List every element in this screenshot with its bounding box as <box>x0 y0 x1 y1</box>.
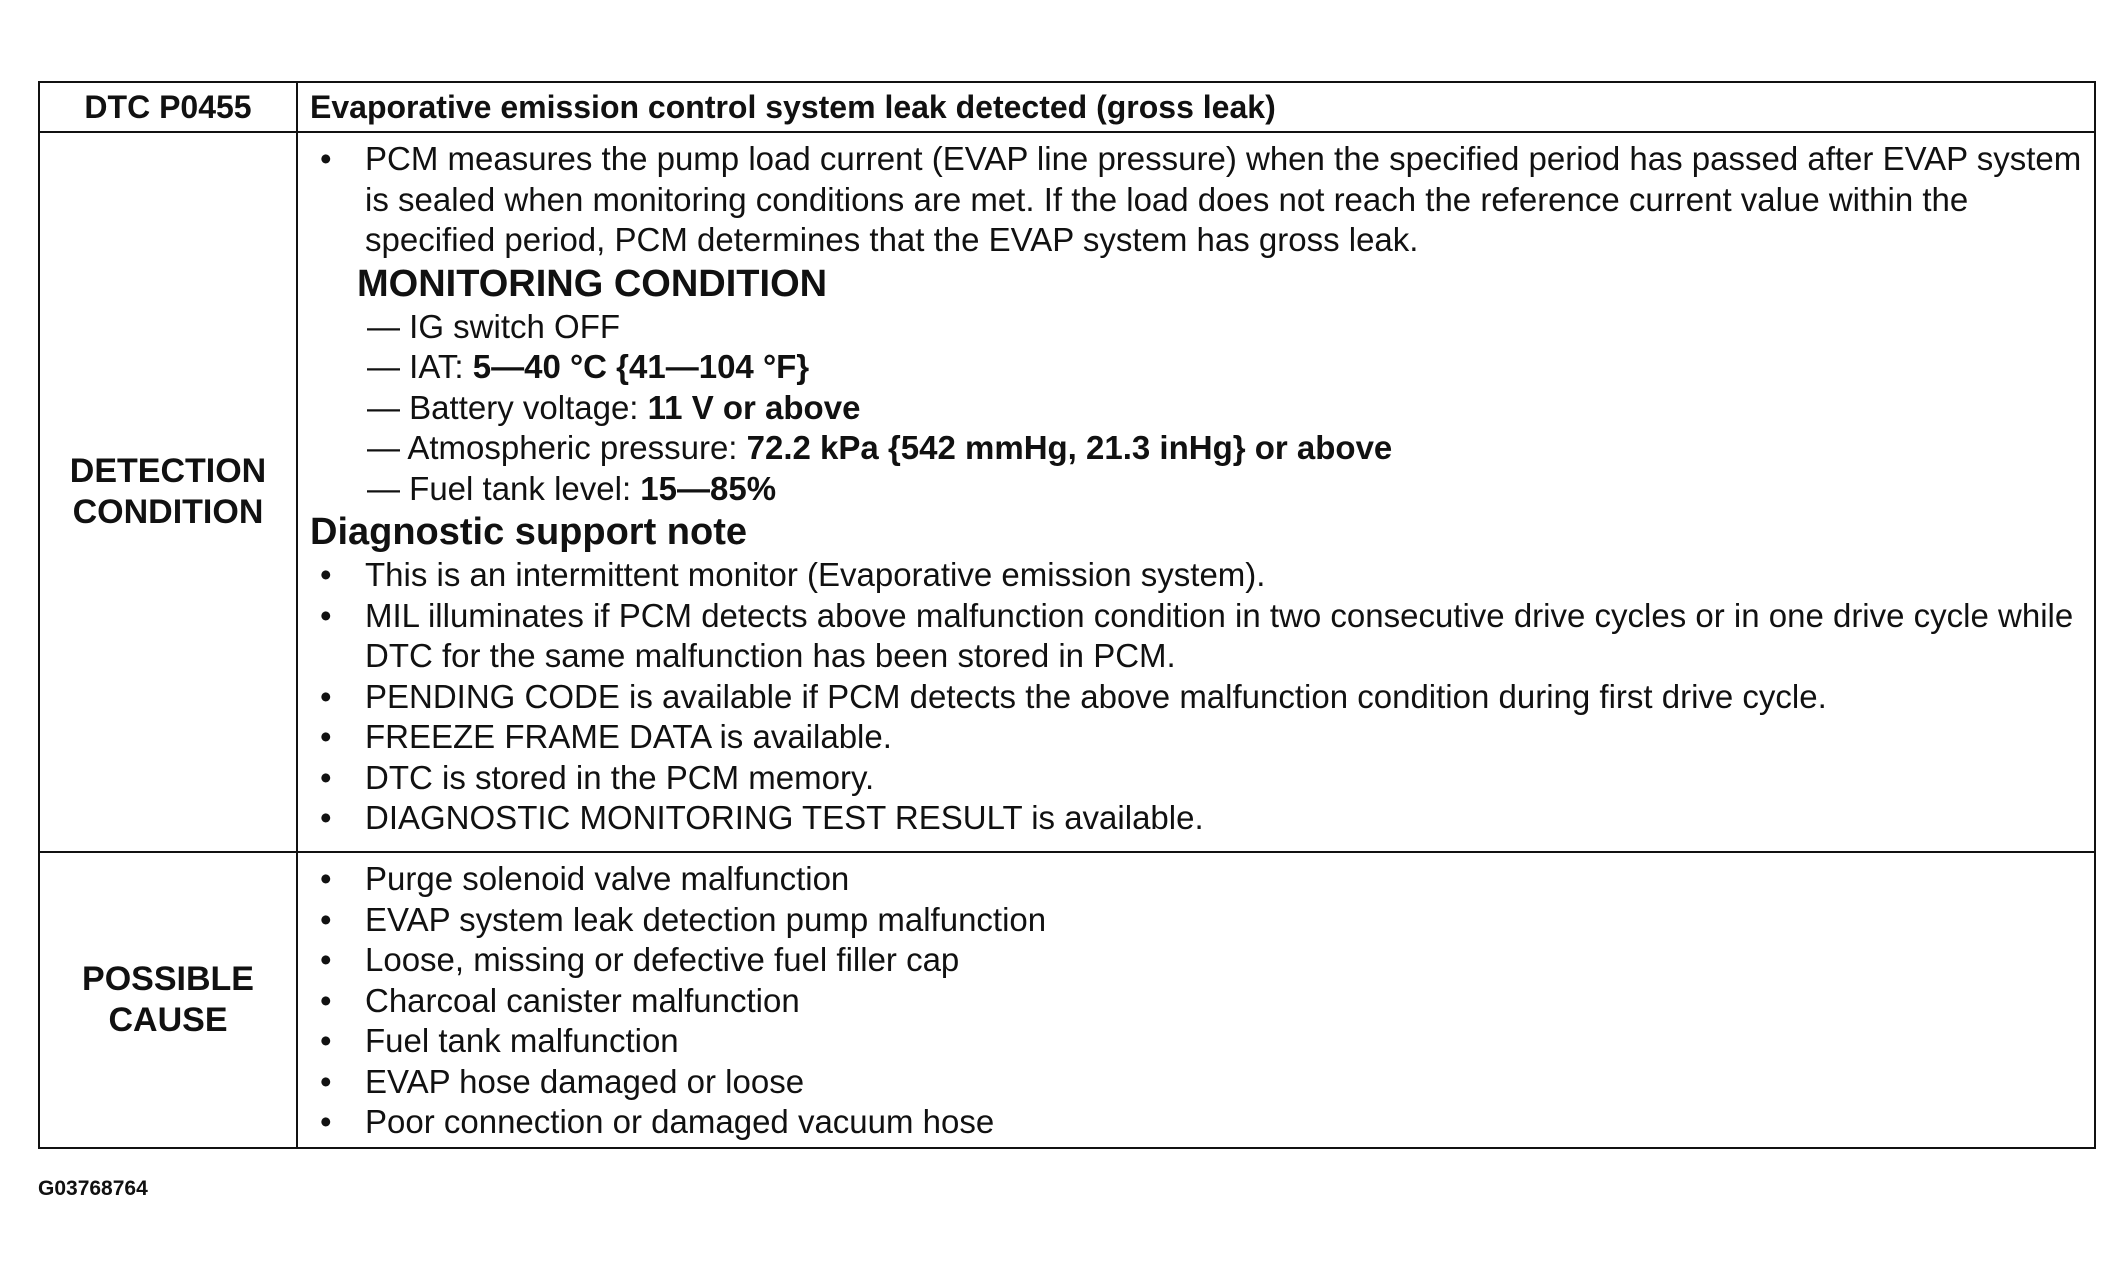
detection-row <box>39 132 2095 852</box>
condition-item: — Fuel tank level: 15—85% <box>367 469 777 507</box>
figure-id: G03768764 <box>38 1177 148 1200</box>
cause-label-line2: CAUSE <box>108 1000 228 1039</box>
monitoring-heading: MONITORING CONDITION <box>357 262 828 305</box>
condition-item: — IAT: 5—40 °C {41—104 °F} <box>367 348 810 385</box>
header-row <box>39 82 2095 132</box>
cause-item: • Poor connection or damaged vacuum hose <box>310 1102 2084 1143</box>
dtc-title: Evaporative emission control system leak detected (gross leak) <box>297 82 2095 132</box>
dtc-table <box>38 81 2096 1149</box>
detection-content <box>297 132 2095 852</box>
detection-label <box>39 132 297 852</box>
note-item: • MIL illuminates if PCM detects above malfunction condition in two consecutive drive cycles or in one drive cycle while DTC for the same malfunction has been stored in PCM. <box>310 596 2084 677</box>
cause-item: • EVAP hose damaged or loose <box>310 1062 2084 1103</box>
cause-label-line1: POSSIBLE <box>82 959 254 998</box>
cause-label <box>39 852 297 1148</box>
cause-row <box>39 852 2095 1148</box>
condition-item: — IG switch OFF <box>367 307 621 345</box>
detection-description-list <box>310 139 2084 261</box>
detection-label-line1: DETECTION <box>69 452 267 490</box>
note-item: • DIAGNOSTIC MONITORING TEST RESULT is available. <box>310 798 2084 839</box>
cause-content <box>297 852 2095 1148</box>
condition-item: — Battery voltage: 11 V or above <box>367 388 861 426</box>
cause-list <box>310 859 2084 1143</box>
detection-label-line2: CONDITION <box>72 493 264 531</box>
note-item: • PENDING CODE is available if PCM detects the above malfunction condition during first drive cycle. <box>310 677 2084 718</box>
support-heading: Diagnostic support note <box>310 511 747 553</box>
support-notes <box>310 555 2084 839</box>
monitoring-conditions <box>310 307 2084 510</box>
condition-item: — Atmospheric pressure: 72.2 kPa {542 mmHg, 21.3 inHg} or above <box>367 429 1393 466</box>
detection-description: • PCM measures the pump load current (EVAP line pressure) when the specified period has passed after EVAP system is sealed when monitoring conditions are met. If the load does not reach the reference current value within the specified period, PCM determines that the EVAP system has gross leak. <box>310 139 2084 261</box>
note-item: • DTC is stored in the PCM memory. <box>310 758 2084 799</box>
cause-item: • EVAP system leak detection pump malfunction <box>310 900 2084 941</box>
note-item: • This is an intermittent monitor (Evaporative emission system). <box>310 555 2084 596</box>
cause-item: • Charcoal canister malfunction <box>310 981 2084 1022</box>
note-item: • FREEZE FRAME DATA is available. <box>310 717 2084 758</box>
dtc-code: DTC P0455 <box>39 82 297 132</box>
cause-item: • Purge solenoid valve malfunction <box>310 859 2084 900</box>
cause-item: • Loose, missing or defective fuel filler cap <box>310 940 2084 981</box>
cause-item: • Fuel tank malfunction <box>310 1021 2084 1062</box>
